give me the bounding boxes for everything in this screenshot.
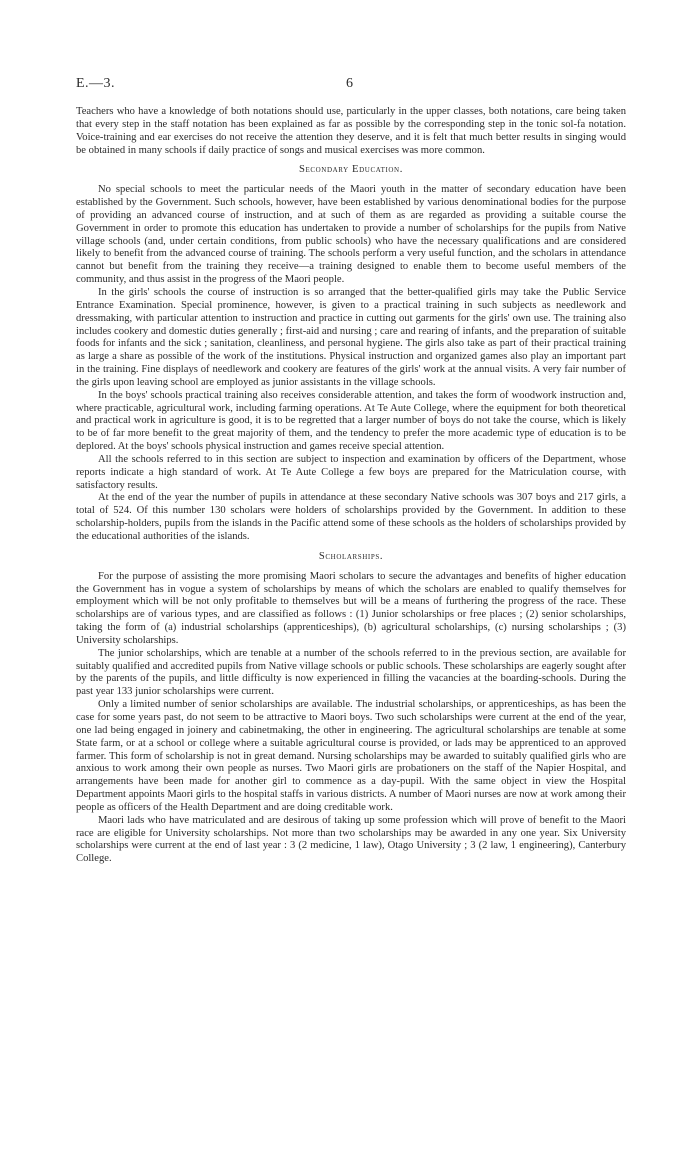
secondary-paragraph: In the boys' schools practical training also receives considerable attention, and takes the form of woodwork instruction and, where practicable, agricultural work, including farming operations. At Te Aute College, where the equipment for both theoretical and practical work in agriculture is good, it is to be regretted that a larger number of boys do not take the course, which is likely to be of far more benefit to the great majority of them, and the tendency to prefer the more academic type of education is to be deplored. At the boys' schools physical instruction and games receive special attention. xyxy=(76,389,626,453)
scholarships-paragraph: Maori lads who have matriculated and are desirous of taking up some profession which will prove of benefit to the Maori race are eligible for University scholarships. Not more than two scholarships may be awarded in any one year. Six University scholarships were current at the end of last year : 3 (2 medicine, 1 law), Otago University ; 3 (2 law, 1 engineering), Canterbury College. xyxy=(76,814,626,865)
report-reference: E.—3. xyxy=(76,76,116,91)
secondary-paragraph: No special schools to meet the particular needs of the Maori youth in the matter of secondary education have been established by the Government. Such schools, however, have been established by various denominational bodies for the purpose of providing an advanced course of instruction, and at such of them as are regarded as providing a suitable course the Government in order to promote this education has undertaken to provide a number of scholarships for the pupils from Native village schools (and, under certain conditions, from public schools) who have the necessary qualifications and are considered likely to benefit from the advanced course of training. The schools perform a very useful function, and the scholars in attendance cannot but benefit from the training they receive—a training designed to enable them to become useful members of the community, and thus assist in the progress of the Maori people. xyxy=(76,184,626,286)
secondary-paragraph: In the girls' schools the course of instruction is so arranged that the better-qualified girls may take the Public Service Entrance Examination. Special prominence, however, is given to a practical training in such subjects as needlework and dressmaking, with particular attention to instruction and practice in cutting out garments for the girls' own use. The training also includes cookery and domestic duties generally ; first-aid and nursing ; care and rearing of infants, and the preparation of suitable foods for infants and the sick ; sanitation, cleanliness, and personal hygiene. The girls also take as part of their practical training as large a share as possible of the work of the institutions. Physical instruction and organized games also play an important part in the training. Fine displays of needlework and cookery are features of the girls' work at the annual visits. A very fair number of the girls upon leaving school are employed as junior assistants in the village schools. xyxy=(76,286,626,388)
page-body xyxy=(76,106,626,866)
secondary-paragraph: At the end of the year the number of pupils in attendance at these secondary Native schools was 307 boys and 217 girls, a total of 524. Of this number 130 scholars were holders of scholarships provided by the Government. In addition to these scholarship-holders, pupils from the islands in the Pacific attend some of these schools as the holders of scholarships provided by the educational authorities of the islands. xyxy=(76,492,626,542)
page-number: 6 xyxy=(346,76,353,91)
section-heading-secondary-education: Secondary Education. xyxy=(299,164,403,176)
page-header xyxy=(0,76,700,96)
section-heading-scholarships: Scholarships. xyxy=(318,550,384,562)
scholarships-paragraph: For the purpose of assisting the more promising Maori scholars to secure the advantages and benefits of higher education the Government has in vogue a system of scholarships by means of which the scholars are enabled to qualify themselves for employment which will be not only profitable to themselves but will be a means of furthering the progress of the race. These scholarships are of various types, and are classified as follows : (1) Junior scholarships or free places ; (2) senior scholarships, taking the form of (a) industrial scholarships (apprenticeships), (b) agricultural scholarships, (c) nursing scholarships ; (3) University scholarships. xyxy=(76,570,626,646)
secondary-paragraph: All the schools referred to in this section are subject to inspection and examination by officers of the Department, whose reports indicate a high standard of work. At Te Aute College a few boys are prepared for the Matriculation course, with satisfactory results. xyxy=(76,453,626,491)
scholarships-paragraph: The junior scholarships, which are tenable at a number of the schools referred to in the previous section, are available for suitably qualified and accredited pupils from Native village schools or public schools. These scholarships are eagerly sought after by the parents of the pupils, and little difficulty is now experienced in filling the vacancies at the boarding-schools. During the past year 133 junior scholarships were current. xyxy=(76,647,626,698)
scholarships-paragraph: Only a limited number of senior scholarships are available. The industrial scholarships, or apprenticeships, as has been the case for some years past, do not seem to be attractive to Maori boys. Two such scholarships were current at the end of the year, one lad being engaged in joinery and cabinetmaking, the other in engineering. The agricultural scholarships are tenable at some State farm, or at a school or college where a suitable agricultural course is provided, or lads may be apprenticed to an approved farmer. This form of scholarship is not in great demand. Nursing scholarships may be awarded to suitably qualified girls who are anxious to work among their own people as nurses. Two Maori girls are probationers on the staff of the Napier Hospital, and arrangements have been made for another girl to commence as a day-pupil. With the same object in view the Hospital Department appoints Maori girls to the hospital staffs in various districts. A number of Maori nurses are now at work among their people as officers of the Health Department and are doing creditable work. xyxy=(76,699,626,813)
intro-paragraph: Teachers who have a knowledge of both notations should use, particularly in the upper classes, both notations, care being taken that every step in the staff notation has been explained as far as possible by the corresponding step in the tonic sol-fa notation. Voice-training and ear exercises do not receive the attention they deserve, and it is felt that much better results in singing would be obtained in many schools if daily practice of songs and musical exercises was more common. xyxy=(76,106,626,156)
